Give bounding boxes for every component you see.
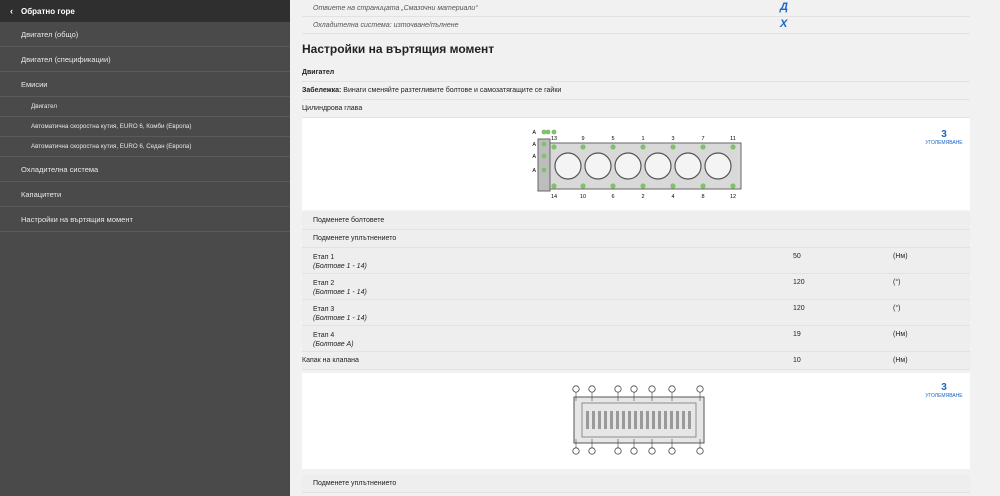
stage-row-3 — [302, 300, 970, 326]
bolt-a-label: A — [532, 142, 536, 148]
cylinder-bore — [705, 153, 731, 179]
valve-cover-rib — [598, 411, 601, 429]
valve-cover-rib — [670, 411, 673, 429]
bolt-marker — [640, 183, 645, 188]
chevron-left-icon: ‹ — [10, 6, 13, 16]
row-letter-h[interactable]: Х — [780, 18, 788, 30]
cooling-link[interactable]: Охладителна система: източване/пълнене — [313, 21, 459, 29]
sidebar-subitem-auto-sedan[interactable]: Автоматична скоростна кутия, EURO 6, Седан (Европа) — [0, 137, 290, 157]
main-content — [302, 0, 970, 496]
valve-cover-diagram — [302, 373, 970, 469]
bolt-number-top: 5 — [611, 136, 615, 142]
valve-cover-bolt-callout — [573, 448, 579, 454]
valve-cover-bolt-callout — [631, 448, 637, 454]
sidebar-item-engine-specs[interactable]: Двигател (спецификации) — [0, 47, 290, 72]
zoom-label: УГОЛЕМЯВАНЕ — [925, 393, 963, 399]
row-letter-d[interactable]: Д — [780, 1, 788, 13]
bolt-number-bottom: 10 — [579, 194, 587, 200]
valve-cover-unit: (Нм) — [893, 357, 908, 364]
back-to-top-button[interactable] — [0, 0, 290, 22]
sidebar-item-capacities[interactable]: Капацитети — [0, 182, 290, 207]
bolt-a-label: A — [532, 154, 536, 160]
stage-name: Етап 3 — [313, 306, 335, 313]
valve-cover-rib — [604, 411, 607, 429]
stage-unit: (Нм) — [893, 253, 908, 260]
stage-value: 120 — [793, 305, 805, 312]
back-to-top-label: Обратно горе — [21, 6, 75, 16]
sidebar-item-torque[interactable]: Настройки на въртящия момент — [0, 207, 290, 232]
cylinder-bore — [645, 153, 671, 179]
lubricants-link[interactable]: Отвиете на страницата „Смазочни материали“ — [313, 4, 478, 12]
note-prefix: Забележка: — [302, 87, 342, 94]
valve-cover-rib — [652, 411, 655, 429]
valve-cover-rib — [664, 411, 667, 429]
valve-cover-rib — [610, 411, 613, 429]
cylinder-bore — [555, 153, 581, 179]
valve-cover-bolt-callout — [631, 386, 637, 392]
bolt-number-top: 13 — [550, 136, 558, 142]
stage-bolts: (Болтове 1 - 14) — [313, 289, 367, 296]
valve-cover-bolt-callout — [589, 448, 595, 454]
replace-bolts-row: Подменете болтовете — [302, 212, 970, 230]
bolt-number-bottom: 14 — [550, 194, 558, 200]
sidebar-item-cooling[interactable]: Охладителна система — [0, 157, 290, 182]
bolt-number-bottom: 6 — [611, 194, 615, 200]
bolt-marker — [610, 183, 615, 188]
valve-cover-bolt-callout — [697, 448, 703, 454]
valve-cover-bolt-callout — [669, 448, 675, 454]
bolt-marker — [700, 144, 705, 149]
valve-cover-rib — [640, 411, 643, 429]
stage-row-1 — [302, 248, 970, 274]
sidebar-subitem-engine[interactable]: Двигател — [0, 97, 290, 117]
replace-gasket-bottom-row: Подменете уплътнението — [302, 475, 970, 493]
bolt-marker — [730, 183, 735, 188]
bolt-a-marker — [552, 130, 557, 135]
bolt-a-label: A — [532, 130, 536, 136]
replace-gasket-row: Подменете уплътнението — [302, 230, 970, 248]
valve-cover-bolt-callout — [697, 386, 703, 392]
bolt-a-label: A — [532, 168, 536, 174]
stage-unit: (Нм) — [893, 331, 908, 338]
bolt-marker — [670, 144, 675, 149]
bolt-number-top: 9 — [581, 136, 585, 142]
stage-value: 50 — [793, 253, 801, 260]
engine-heading: Двигател — [302, 64, 970, 82]
bolt-marker — [580, 183, 585, 188]
cylinder-head-diagram — [302, 118, 970, 210]
stage-name: Етап 4 — [313, 332, 335, 339]
bolt-number-top: 7 — [701, 136, 705, 142]
stage-row-2 — [302, 274, 970, 300]
bolt-marker — [670, 183, 675, 188]
stage-name: Етап 2 — [313, 280, 335, 287]
lubricants-link-row[interactable] — [302, 0, 970, 17]
zoom-number: 3 — [941, 382, 947, 393]
cylinder-bore — [585, 153, 611, 179]
stage-bolts: (Болтове 1 - 14) — [313, 263, 367, 270]
note-row — [302, 82, 970, 100]
cylinder-head-diagram-box — [302, 118, 970, 210]
bolt-marker — [580, 144, 585, 149]
bolt-number-top: 3 — [671, 136, 675, 142]
valve-cover-rib — [658, 411, 661, 429]
cylinder-head-label: Цилиндрова глава — [302, 100, 970, 118]
zoom-button-1[interactable] — [923, 130, 965, 146]
bolt-number-bottom: 8 — [701, 194, 705, 200]
stage-value: 19 — [793, 331, 801, 338]
stage-bolts: (Болтове 1 - 14) — [313, 315, 367, 322]
valve-cover-rib — [628, 411, 631, 429]
valve-cover-value: 10 — [793, 357, 801, 364]
bolt-a-marker — [542, 168, 547, 173]
valve-cover-bolt-callout — [615, 448, 621, 454]
cooling-link-row[interactable] — [302, 17, 970, 34]
sidebar-item-emissions[interactable]: Емисии — [0, 72, 290, 97]
stage-bolts: (Болтове A) — [313, 341, 354, 348]
cylinder-bore — [675, 153, 701, 179]
valve-cover-rib — [676, 411, 679, 429]
stage-value: 120 — [793, 279, 805, 286]
valve-cover-bolt-callout — [615, 386, 621, 392]
valve-cover-bolt-callout — [649, 386, 655, 392]
cylinder-bore — [615, 153, 641, 179]
bolt-marker — [700, 183, 705, 188]
sidebar — [0, 0, 290, 496]
bolt-number-bottom: 4 — [671, 194, 675, 200]
valve-cover-bolt-callout — [573, 386, 579, 392]
bolt-marker — [640, 144, 645, 149]
bolt-number-bottom: 2 — [641, 194, 645, 200]
bolt-number-top: 1 — [641, 136, 645, 142]
valve-cover-label: Капак на клапана — [302, 357, 359, 364]
valve-cover-rib — [682, 411, 685, 429]
bolt-number-top: 11 — [730, 136, 736, 142]
stage-unit: (°) — [893, 279, 901, 286]
sidebar-item-engine-general[interactable]: Двигател (общо) — [0, 22, 290, 47]
valve-cover-bolt-callout — [649, 448, 655, 454]
bolt-a-marker — [542, 142, 547, 147]
page-title: Настройки на въртящия момент — [302, 42, 495, 56]
zoom-button-2[interactable] — [923, 383, 965, 399]
bolt-marker — [551, 144, 556, 149]
note-text: Винаги сменяйте разтегливите болтове и самозатягащите се гайки — [343, 87, 562, 94]
zoom-label: УГОЛЕМЯВАНЕ — [925, 140, 963, 146]
valve-cover-bolt-callout — [589, 386, 595, 392]
stage-name: Етап 1 — [313, 254, 335, 261]
valve-cover-rib — [646, 411, 649, 429]
valve-cover-rib — [688, 411, 691, 429]
valve-cover-rib — [634, 411, 637, 429]
valve-cover-rib — [622, 411, 625, 429]
sidebar-subitem-auto-wagon[interactable]: Автоматична скоростна кутия, EURO 6, Комби (Европа) — [0, 117, 290, 137]
bolt-number-bottom: 12 — [729, 194, 737, 200]
valve-cover-rib — [592, 411, 595, 429]
stage-row-4 — [302, 326, 970, 352]
valve-cover-diagram-box — [302, 373, 970, 469]
bolt-a-marker — [542, 154, 547, 159]
bolt-a-marker — [546, 130, 551, 135]
stage-unit: (°) — [893, 305, 901, 312]
bolt-marker — [610, 144, 615, 149]
valve-cover-row — [302, 352, 970, 370]
zoom-number: 3 — [941, 129, 947, 140]
bolt-marker — [551, 183, 556, 188]
valve-cover-bolt-callout — [669, 386, 675, 392]
valve-cover-rib — [616, 411, 619, 429]
bolt-marker — [730, 144, 735, 149]
valve-cover-rib — [586, 411, 589, 429]
